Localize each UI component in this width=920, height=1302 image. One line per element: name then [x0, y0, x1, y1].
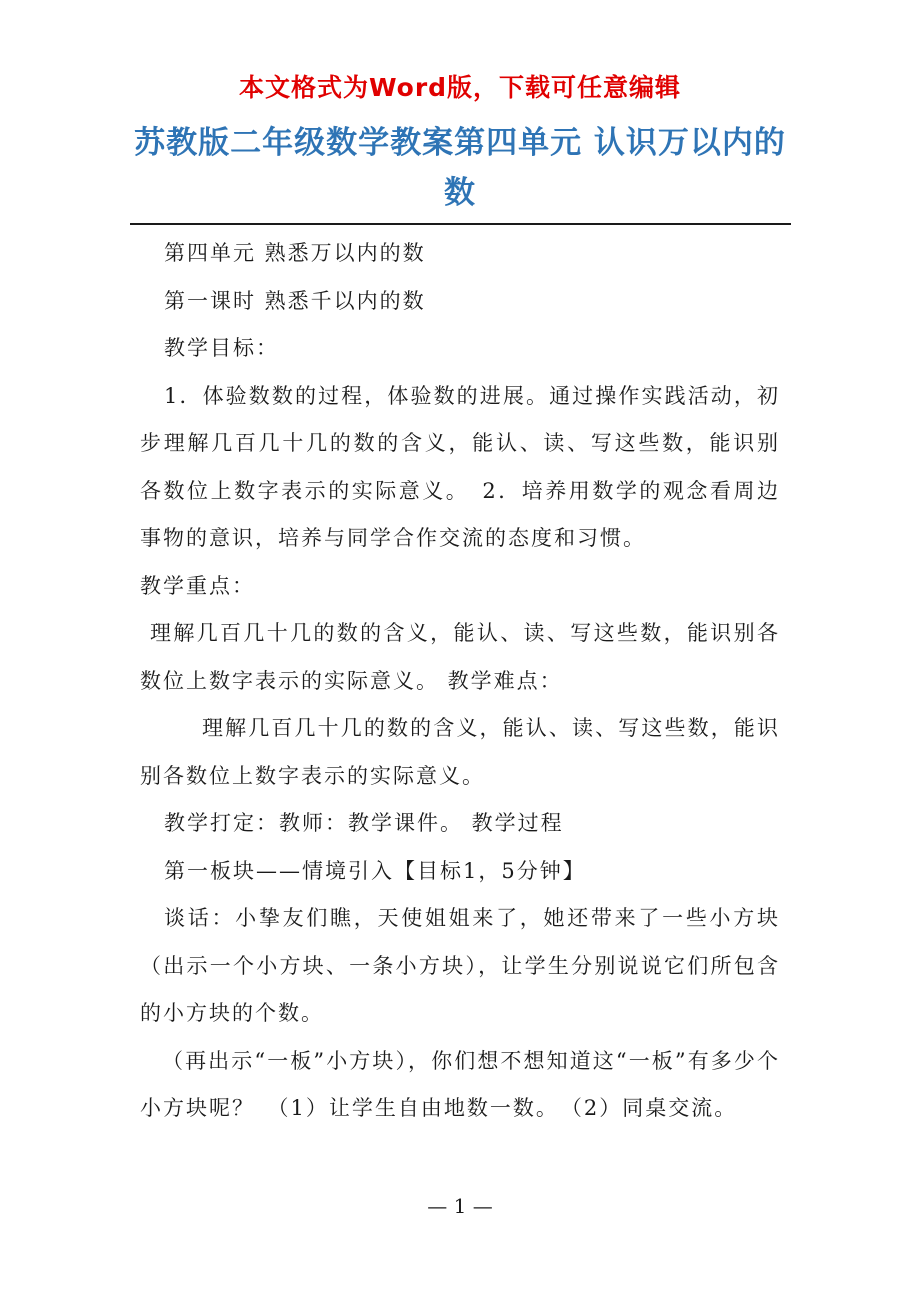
paragraph-objectives-label: 教学目标：	[164, 336, 279, 360]
paragraph-unit-heading: 第四单元 熟悉万以内的数	[164, 241, 426, 265]
paragraph-objectives: 1．体验数数的过程，体验数的进展。通过操作实践活动，初步理解几百几十几的数的含义，能认、读、写这些数，能识别各数位上数字表示的实际意义。 2．培养用数学的观念看周边事物的意识，培养与同学合作交流的态度和习惯。	[140, 383, 780, 550]
paragraph-lesson-heading: 第一课时 熟悉千以内的数	[164, 288, 426, 313]
paragraph-key-points: 理解几百几十几的数的含义，能认、读、写这些数，能识别各数位上数字表示的实际意义。 教学难点：	[140, 621, 780, 693]
document-title: 苏教版二年级数学教案第四单元 认识万以内的数	[134, 125, 786, 211]
document-body	[140, 230, 780, 1133]
title-divider	[130, 223, 791, 225]
paragraph-dialogue: 谈话：小挚友们瞧，天使姐姐来了，她还带来了一些小方块（出示一个小方块、一条小方块），让学生分别说说它们所包含的小方块的个数。	[140, 906, 780, 1025]
page-number: — 1 —	[427, 1194, 493, 1218]
paragraph-key-points-label: 教学重点：	[140, 573, 255, 598]
paragraph-section-one-heading: 第一板块——情境引入【目标1，5分钟】	[164, 858, 586, 883]
paragraph-preparation: 教学打定：教师：教学课件。 教学过程	[164, 811, 564, 835]
paragraph-difficulties: 理解几百几十几的数的含义，能认、读、写这些数，能识别各数位上数字表示的实际意义。	[140, 716, 780, 788]
format-notice: 本文格式为Word版，下载可任意编辑	[238, 73, 682, 102]
paragraph-activity: （再出示“一板”小方块），你们想不想知道这“一板”有多少个小方块呢？ （1）让学生自由地数一数。 （2）同桌交流。	[140, 1048, 780, 1120]
